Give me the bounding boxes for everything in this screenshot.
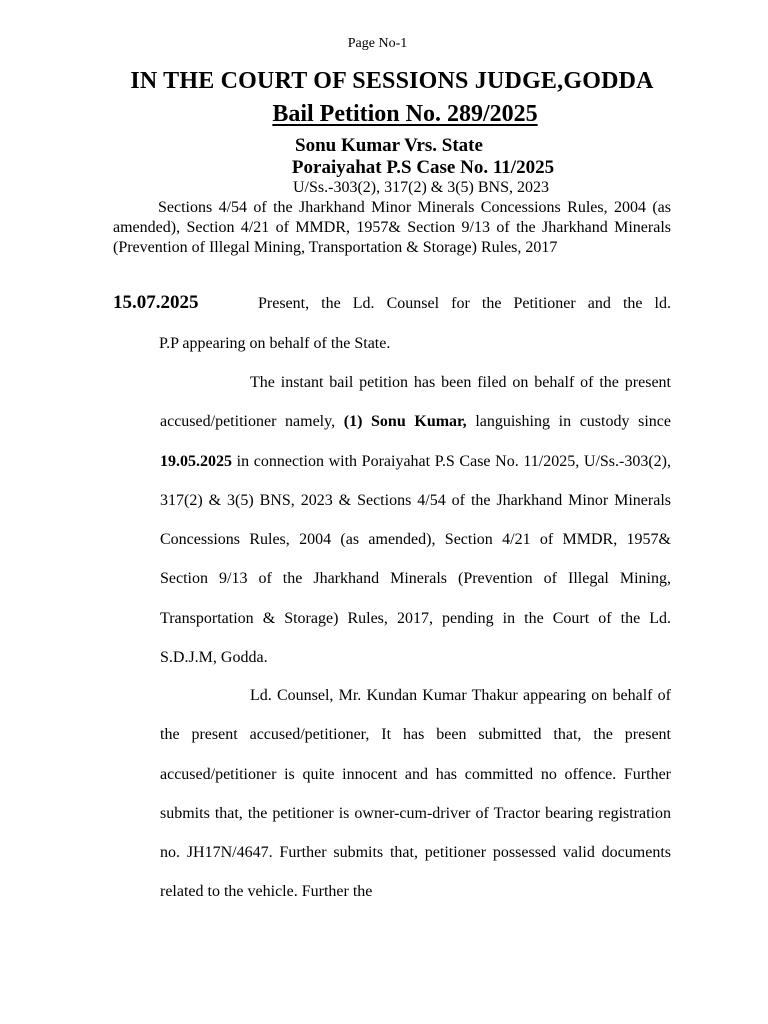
present-line: Present, the Ld. Counsel for the Petitioner and the ld. [258,295,671,312]
order-paragraph-2: Ld. Counsel, Mr. Kundan Kumar Thakur appearing on behalf of the present accused/petitioner, It has been submitted that, the present accused/petitioner is quite innocent and has committed no offence. Further submits that, the petitioner is owner-cum-driver of Tractor bearing registration no. JH17N/4647. Further submits that, petitioner possessed valid documents related to the vehicle. Further the [160,687,671,901]
para1-text-e: in connection with Poraiyahat P.S Case No. 11/2025, U/Ss.-303(2), 317(2) & 3(5) BNS, 2023 & Sections 4/54 of the Jharkhand Minor Minerals Concessions Rules, 2004 (as amended), Section 4/21 of MMDR, 1957& Section 9/13 of the Jharkhand Minerals (Prevention of Illegal Mining, Transportation & Storage) Rules, 2017, pending in the Court of the Ld. S.D.J.M, Godda. [160,452,671,667]
police-case-number: Poraiyahat P.S Case No. 11/2025 [291,157,555,178]
petition-number: Bail Petition No. 289/2025 [272,101,538,127]
petition-title [0,101,768,128]
sections-heading: U/Ss.-303(2), 317(2) & 3(5) BNS, 2023 [293,179,549,196]
petitioner-name: (1) Sonu Kumar, [343,413,467,431]
pp-line: P.P appearing on behalf of the State. [159,335,391,352]
custody-date: 19.05.2025 [160,452,232,470]
para1-text-a: The instant bail petition has been filed on behalf of the present accused/petitioner namely, [160,374,671,431]
page-number: Page No-1 [347,36,408,51]
para1-text-c: languishing in custody since [466,413,671,431]
case-parties: Sonu Kumar Vrs. State [295,135,483,156]
court-title: IN THE COURT OF SESSIONS JUDGE,GODDA [130,68,654,94]
order-paragraph-1 [160,363,671,677]
sections-detail: Sections 4/54 of the Jharkhand Minor Minerals Concessions Rules, 2004 (as amended), Section 4/21 of MMDR, 1957& Section 9/13 of the Jharkhand Minerals (Prevention of Illegal Mining, Transportation & Storage) Rules, 2017 [113,199,671,256]
order-date: 15.07.2025 [113,292,199,313]
